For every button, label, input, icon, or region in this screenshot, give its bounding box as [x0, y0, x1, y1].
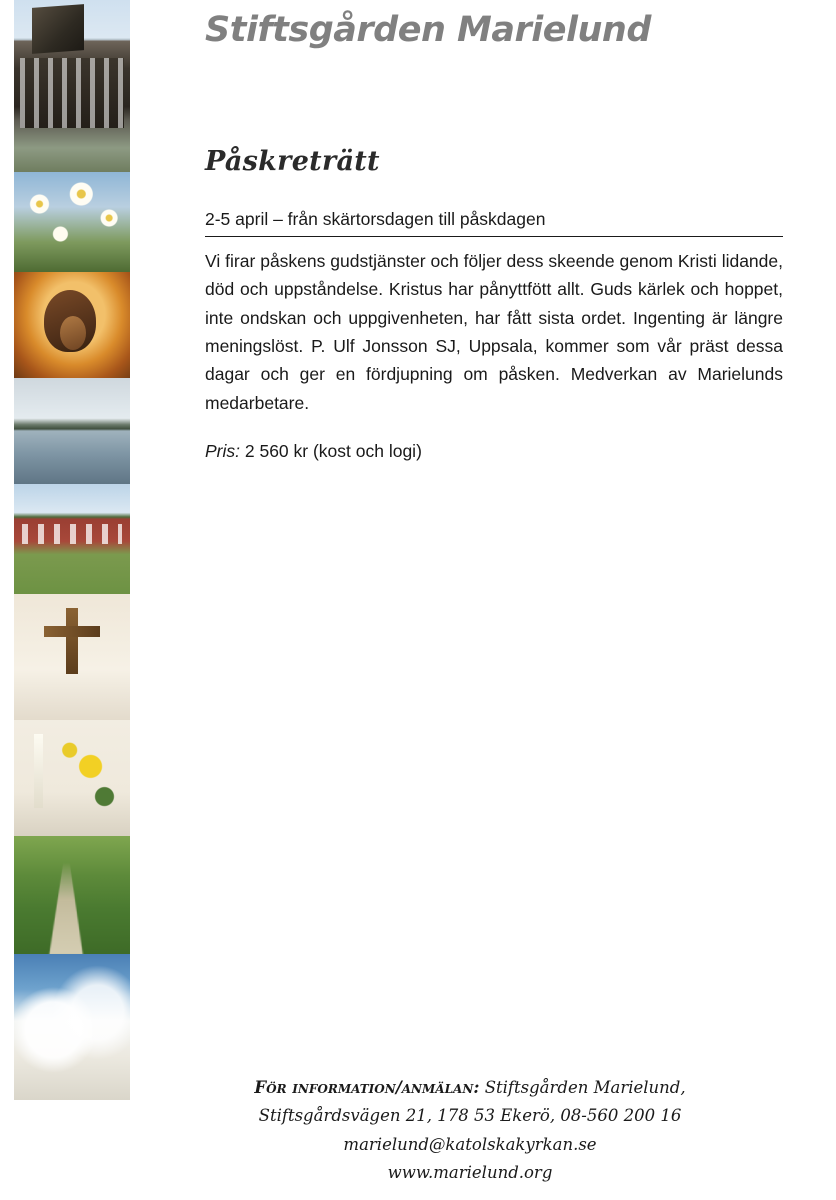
photo-daisies — [14, 172, 130, 272]
photo-icon-madonna — [14, 272, 130, 378]
photo-red-building — [14, 484, 130, 594]
footer-address: Stiftsgårdsvägen 21, 178 53 Ekerö, 08-560 200 16 — [258, 1106, 682, 1126]
event-date-line: 2-5 april – från skärtorsdagen till påskdagen — [205, 177, 783, 237]
photo-winter-trees — [14, 954, 130, 1100]
footer-email[interactable]: marielund@katolskakyrkan.se — [343, 1134, 597, 1154]
event-description: Vi firar påskens gudstjänster och följer dess skeende genom Kristi lidande, död och uppståndelse. Kristus har pånyttfött allt. Guds kärlek och hoppet, inte ondskan och uppgivenheten, har fått sista ordet. Ingenting är längre meningslöst. P. Ulf Jonsson SJ, Uppsala, kommer som vår präst dessa dagar och ger en fördjupning om påsken. Medverkan av Marielunds medarbetare. — [205, 251, 783, 413]
event-title: Påskreträtt — [205, 146, 380, 177]
photo-flowers-candle — [14, 720, 130, 836]
photo-manor-house — [14, 0, 130, 172]
footer-website[interactable]: www.marielund.org — [387, 1163, 553, 1183]
footer-info-label: För information/anmälan: — [254, 1078, 480, 1097]
content-column — [205, 0, 795, 1200]
footer-org-name: Stiftsgården Marielund, — [484, 1078, 686, 1097]
photo-strip — [14, 0, 130, 1200]
photo-chapel-crucifix — [14, 594, 130, 720]
price-value: 2 560 kr (kost och logi) — [244, 441, 422, 462]
event-price — [205, 417, 795, 462]
price-label: Pris: — [205, 441, 240, 462]
footer-line-1 — [150, 1074, 790, 1102]
page-title: Stiftsgården Marielund — [205, 10, 651, 50]
photo-lake — [14, 378, 130, 484]
footer — [150, 1074, 790, 1188]
photo-forest-path — [14, 836, 130, 954]
